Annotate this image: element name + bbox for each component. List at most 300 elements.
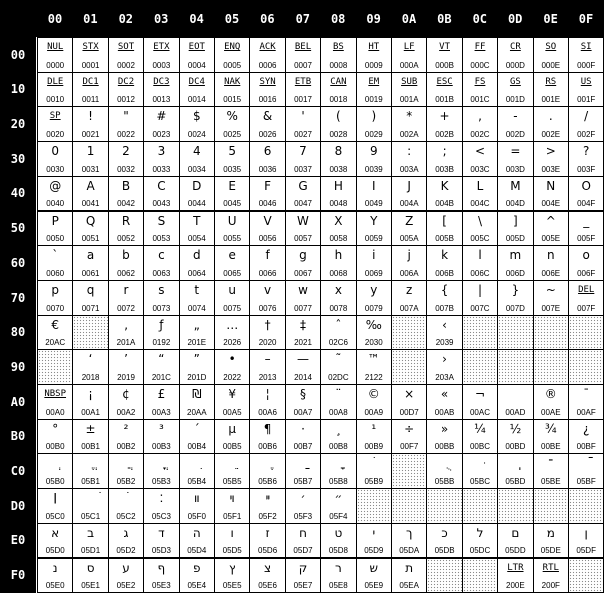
glyph: ~ [534, 282, 568, 299]
column-header: 08 [320, 0, 356, 37]
row-header: 20 [0, 106, 36, 141]
char-cell [533, 280, 569, 316]
code-point: 0066 [250, 269, 284, 278]
glyph: ־ [534, 455, 568, 472]
code-point: 05DD [498, 546, 532, 555]
code-point: 05EA [392, 581, 426, 590]
glyph: ץ [215, 560, 249, 577]
code-point: 00A5 [215, 408, 249, 417]
code-point: 003C [463, 165, 497, 174]
glyph: z [392, 282, 426, 299]
glyph: a [73, 247, 107, 264]
code-point: 0079 [357, 304, 391, 313]
char-cell [426, 37, 462, 73]
code-point: 2013 [250, 373, 284, 382]
code-point: 05B3 [144, 477, 178, 486]
char-cell [391, 211, 427, 247]
char-cell [108, 349, 144, 385]
glyph: ™ [357, 351, 391, 368]
glyph: 4 [180, 143, 214, 160]
char-cell [462, 141, 498, 177]
char-cell [108, 419, 144, 455]
glyph: ק [286, 560, 320, 577]
char-cell [426, 245, 462, 281]
glyph: D [180, 178, 214, 195]
glyph: ז [250, 525, 284, 542]
empty-cell [533, 488, 569, 524]
code-point: 0044 [180, 199, 214, 208]
char-cell [426, 211, 462, 247]
glyph: p [38, 282, 72, 299]
code-point: 05C1 [73, 512, 107, 521]
char-cell [320, 523, 356, 559]
code-point: 0058 [321, 234, 355, 243]
code-point: 203A [427, 373, 461, 382]
code-point: 0043 [144, 199, 178, 208]
glyph [109, 490, 143, 507]
code-point: 005E [534, 234, 568, 243]
char-cell [108, 211, 144, 247]
glyph: ½ [498, 421, 532, 438]
glyph [357, 455, 391, 472]
char-cell [37, 384, 73, 420]
code-point: 00A1 [73, 408, 107, 417]
code-point: 05D1 [73, 546, 107, 555]
glyph: . [534, 108, 568, 125]
char-cell [426, 176, 462, 212]
code-point: 0029 [357, 130, 391, 139]
glyph: ` [38, 247, 72, 264]
char-cell [533, 523, 569, 559]
glyph: ¦ [250, 386, 284, 403]
glyph: ¢ [109, 386, 143, 403]
char-cell [285, 211, 321, 247]
code-point: 20AA [180, 408, 214, 417]
code-point: 004B [427, 199, 461, 208]
glyph: I [357, 178, 391, 195]
char-cell [568, 176, 604, 212]
char-cell [568, 106, 604, 142]
char-cell [214, 315, 250, 351]
char-cell [497, 280, 533, 316]
code-point: 004C [463, 199, 497, 208]
char-cell [320, 384, 356, 420]
glyph: x [321, 282, 355, 299]
glyph: 9 [357, 143, 391, 160]
code-point: 00A9 [357, 408, 391, 417]
glyph: DC2 [109, 76, 143, 88]
code-point: 00AC [463, 408, 497, 417]
code-point: 05DE [534, 546, 568, 555]
char-cell [37, 488, 73, 524]
glyph: פ [180, 560, 214, 577]
code-point: 05BC [463, 477, 497, 486]
code-point: 00B9 [357, 442, 391, 451]
row-header: E0 [0, 523, 36, 558]
char-cell [143, 72, 179, 108]
glyph: ״ [321, 490, 355, 507]
code-point: 05B6 [250, 477, 284, 486]
glyph: ׃ [144, 490, 178, 507]
char-cell [285, 453, 321, 489]
char-cell [72, 558, 108, 593]
glyph: LF [392, 41, 426, 53]
char-cell [249, 384, 285, 420]
column-header: 04 [179, 0, 215, 37]
char-cell [568, 211, 604, 247]
char-cell [391, 419, 427, 455]
char-cell [391, 280, 427, 316]
code-point: 05BF [569, 477, 603, 486]
char-cell [462, 211, 498, 247]
char-cell [37, 106, 73, 142]
code-point: 0065 [215, 269, 249, 278]
code-point: 00BC [463, 442, 497, 451]
row-header: 40 [0, 176, 36, 211]
glyph: « [427, 386, 461, 403]
char-cell [37, 419, 73, 455]
code-point: 003E [534, 165, 568, 174]
code-point: 001A [392, 95, 426, 104]
char-cell [391, 384, 427, 420]
glyph [73, 455, 107, 472]
code-point: 0012 [109, 95, 143, 104]
code-point: 00D7 [392, 408, 426, 417]
column-header: 02 [108, 0, 144, 37]
code-point: 2026 [215, 338, 249, 347]
glyph: 3 [144, 143, 178, 160]
char-cell [179, 72, 215, 108]
glyph: § [286, 386, 320, 403]
char-cell [497, 245, 533, 281]
char-cell [179, 37, 215, 73]
char-cell [320, 349, 356, 385]
char-cell [37, 72, 73, 108]
char-cell [249, 141, 285, 177]
glyph: ‹ [427, 317, 461, 334]
row-header: 90 [0, 349, 36, 384]
glyph: ? [569, 143, 603, 160]
glyph: ו [215, 525, 249, 542]
char-cell [179, 384, 215, 420]
char-cell [143, 106, 179, 142]
code-point: 006F [569, 269, 603, 278]
char-cell [214, 72, 250, 108]
glyph: ¬ [463, 386, 497, 403]
char-cell [249, 419, 285, 455]
code-point: 007F [569, 304, 603, 313]
row-header: 00 [0, 37, 36, 72]
glyph: ¡ [73, 386, 107, 403]
code-point: 05E4 [180, 581, 214, 590]
char-cell [37, 211, 73, 247]
glyph: o [569, 247, 603, 264]
code-point: 0073 [144, 304, 178, 313]
code-point: 003A [392, 165, 426, 174]
char-cell [462, 523, 498, 559]
char-cell [179, 453, 215, 489]
row-header: 80 [0, 315, 36, 350]
char-cell [249, 37, 285, 73]
column-header: 0C [462, 0, 498, 37]
char-cell [568, 141, 604, 177]
char-cell [249, 315, 285, 351]
code-point: 05BE [534, 477, 568, 486]
char-cell [143, 453, 179, 489]
glyph: e [215, 247, 249, 264]
code-point: 05E8 [321, 581, 355, 590]
code-point: 02C6 [321, 338, 355, 347]
glyph: k [427, 247, 461, 264]
char-cell [356, 384, 392, 420]
code-point: 005F [569, 234, 603, 243]
char-cell [214, 523, 250, 559]
char-cell [462, 419, 498, 455]
char-cell [426, 349, 462, 385]
glyph: | [463, 282, 497, 299]
glyph: ° [38, 421, 72, 438]
glyph: BEL [286, 41, 320, 53]
code-point: 006D [498, 269, 532, 278]
code-point: 0070 [38, 304, 72, 313]
code-point: 05B8 [321, 477, 355, 486]
glyph: מ [534, 525, 568, 542]
code-point: 002B [427, 130, 461, 139]
glyph: ! [73, 108, 107, 125]
glyph: GS [498, 76, 532, 88]
glyph: DC3 [144, 76, 178, 88]
char-cell [568, 419, 604, 455]
code-point: 002F [569, 130, 603, 139]
empty-cell [391, 315, 427, 351]
glyph: ך [392, 525, 426, 542]
code-point: 0027 [286, 130, 320, 139]
char-cell [320, 106, 356, 142]
glyph: ; [427, 143, 461, 160]
glyph: w [286, 282, 320, 299]
code-point: 0011 [73, 95, 107, 104]
code-point: 05D9 [357, 546, 391, 555]
char-cell [285, 280, 321, 316]
char-cell [391, 245, 427, 281]
code-point: 05DB [427, 546, 461, 555]
char-cell [214, 141, 250, 177]
char-cell [533, 558, 569, 593]
code-point: 2014 [286, 373, 320, 382]
char-cell [249, 558, 285, 593]
char-cell [285, 176, 321, 212]
char-cell [568, 384, 604, 420]
code-point: 00AD [498, 408, 532, 417]
glyph: ² [109, 421, 143, 438]
glyph: ƒ [144, 317, 178, 334]
glyph: BS [321, 41, 355, 53]
char-cell [285, 558, 321, 593]
code-point: 05B0 [38, 477, 72, 486]
code-point: 0075 [215, 304, 249, 313]
glyph: T [180, 213, 214, 230]
code-point: 0068 [321, 269, 355, 278]
glyph: ‡ [286, 317, 320, 334]
char-cell [497, 106, 533, 142]
glyph: ÷ [392, 421, 426, 438]
code-point: 201E [180, 338, 214, 347]
glyph: , [463, 108, 497, 125]
code-point: 200F [534, 581, 568, 590]
empty-cell [462, 349, 498, 385]
char-cell [179, 106, 215, 142]
code-point: 0050 [38, 234, 72, 243]
code-point: 003F [569, 165, 603, 174]
glyph [569, 455, 603, 472]
char-cell [533, 211, 569, 247]
code-point: 0051 [73, 234, 107, 243]
glyph: ³ [144, 421, 178, 438]
char-cell [72, 419, 108, 455]
code-point: 00A3 [144, 408, 178, 417]
column-header: 05 [214, 0, 250, 37]
glyph: CAN [321, 76, 355, 88]
code-point: 05D0 [38, 546, 72, 555]
code-point: 05C0 [38, 512, 72, 521]
glyph: # [144, 108, 178, 125]
code-point: 2030 [357, 338, 391, 347]
glyph: / [569, 108, 603, 125]
glyph: CR [498, 41, 532, 53]
code-point: 05F4 [321, 512, 355, 521]
row-header: B0 [0, 419, 36, 454]
glyph: ׀ [38, 490, 72, 507]
code-point: 05B5 [215, 477, 249, 486]
code-point: 0018 [321, 95, 355, 104]
code-point: 0020 [38, 130, 72, 139]
glyph: ר [321, 560, 355, 577]
glyph: VT [427, 41, 461, 53]
char-cell [108, 106, 144, 142]
code-point: 0001 [73, 61, 107, 70]
glyph: ם [498, 525, 532, 542]
code-point: 0054 [180, 234, 214, 243]
char-cell [285, 106, 321, 142]
code-point: 000D [498, 61, 532, 70]
char-cell [568, 37, 604, 73]
empty-cell [497, 349, 533, 385]
glyph: SOT [109, 41, 143, 53]
char-cell [285, 72, 321, 108]
code-point: 0030 [38, 165, 72, 174]
code-point: 00B4 [180, 442, 214, 451]
glyph: d [180, 247, 214, 264]
glyph: U [215, 213, 249, 230]
char-cell [249, 453, 285, 489]
char-cell [143, 523, 179, 559]
char-cell [214, 37, 250, 73]
code-point: 05D2 [109, 546, 143, 555]
glyph: ‚ [109, 317, 143, 334]
char-cell [391, 37, 427, 73]
code-point: 0077 [286, 304, 320, 313]
code-point: 0021 [73, 130, 107, 139]
glyph [215, 455, 249, 472]
glyph: US [569, 76, 603, 88]
char-cell [72, 72, 108, 108]
char-cell [533, 419, 569, 455]
glyph: s [144, 282, 178, 299]
glyph: SP [38, 110, 72, 122]
empty-cell [426, 558, 462, 593]
char-cell [72, 523, 108, 559]
code-point: 000A [392, 61, 426, 70]
char-cell [533, 384, 569, 420]
char-cell [285, 419, 321, 455]
glyph: b [109, 247, 143, 264]
code-point: 00A8 [321, 408, 355, 417]
glyph: n [534, 247, 568, 264]
code-point: 002D [498, 130, 532, 139]
glyph: > [534, 143, 568, 160]
glyph: ל [463, 525, 497, 542]
glyph [463, 455, 497, 472]
code-point: 2039 [427, 338, 461, 347]
glyph: … [215, 317, 249, 334]
glyph: י [357, 525, 391, 542]
glyph: RTL [534, 562, 568, 574]
char-cell [462, 453, 498, 489]
code-point: 02DC [321, 373, 355, 382]
code-point: 0008 [321, 61, 355, 70]
code-point: 004F [569, 199, 603, 208]
char-cell [320, 211, 356, 247]
glyph: NAK [215, 76, 249, 88]
code-point: 0048 [321, 199, 355, 208]
code-point: 2122 [357, 373, 391, 382]
glyph: NBSP [38, 388, 72, 400]
code-point: 0038 [321, 165, 355, 174]
char-cell [143, 211, 179, 247]
char-cell [214, 280, 250, 316]
glyph: - [498, 108, 532, 125]
glyph: ' [286, 108, 320, 125]
code-point: 00B1 [73, 442, 107, 451]
glyph: $ [180, 108, 214, 125]
code-point: 0036 [250, 165, 284, 174]
glyph: L [463, 178, 497, 195]
char-cell [356, 523, 392, 559]
code-point: 002A [392, 130, 426, 139]
glyph: ד [144, 525, 178, 542]
code-point: 0022 [109, 130, 143, 139]
glyph: " [109, 108, 143, 125]
code-point: 201A [109, 338, 143, 347]
char-cell [391, 106, 427, 142]
char-cell [143, 280, 179, 316]
code-point: 0052 [109, 234, 143, 243]
code-point: 002E [534, 130, 568, 139]
code-point: 00A2 [109, 408, 143, 417]
char-cell [214, 558, 250, 593]
code-point: 0057 [286, 234, 320, 243]
char-cell [249, 176, 285, 212]
char-cell [320, 72, 356, 108]
column-header: 0E [533, 0, 569, 37]
char-cell [533, 141, 569, 177]
char-cell [108, 245, 144, 281]
code-point: 006E [534, 269, 568, 278]
code-point: 00B5 [215, 442, 249, 451]
char-cell [356, 315, 392, 351]
code-point: 05C2 [109, 512, 143, 521]
empty-cell [426, 488, 462, 524]
